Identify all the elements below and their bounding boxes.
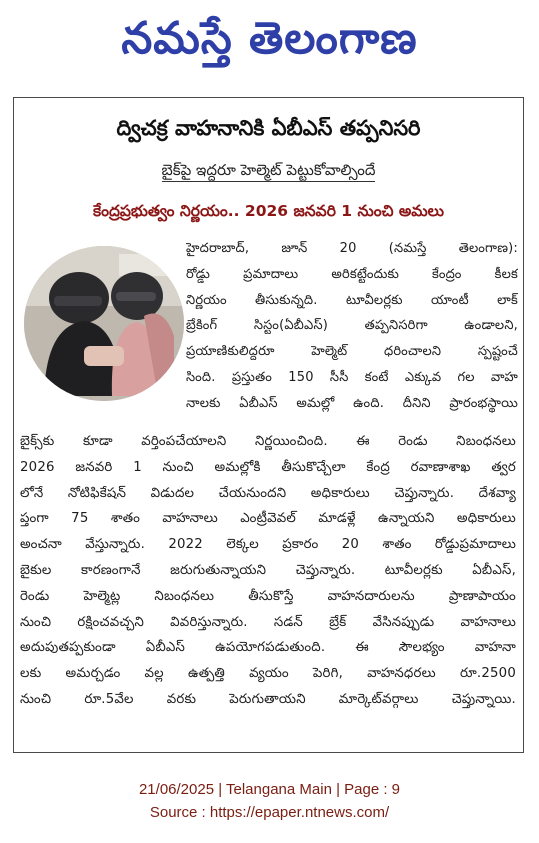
article-deck: కేంద్రప్రభుత్వం నిర్ణయం.. 2026 జనవరి 1 నుంచి అమలు	[93, 202, 444, 220]
body-line: ప్రయాణికులిద్దరూ హెల్మెట్ ధరించాలని స్పష్టంచే	[186, 344, 518, 360]
body-line: లోనే నోటిఫికేషన్ విడుదల చేయనుందని అధికారులు చెప్తున్నారు. దేశవ్యా	[20, 485, 516, 501]
body-line: బైక్స్‌కు కూడా వర్తింపచేయాలని నిర్ణయించింది. ఈ రెండు నిబంధనలు	[20, 434, 516, 449]
source-link[interactable]: Source : https://epaper.ntnews.com/	[149, 804, 390, 821]
body-line: నుంచి రూ.5వేల వరకు పెరుగుతాయని మార్కెట్‌వర్గాలు చెప్తున్నాయి.	[20, 691, 516, 707]
body-line: నాలకు ఏబీఎస్ అమల్లో ఉంది. దీనిని ప్రారంభస్థాయి	[186, 395, 518, 411]
article-body-full	[20, 429, 516, 713]
body-line: రెండు హెల్మెట్ల నిబంధనలు తీసుకొస్తే వాహనదారులను ప్రాణాపాయం	[20, 588, 516, 604]
article-subhead-text: బైక్‌పై ఇద్దరూ హెల్మెట్ పెట్టుకోవాల్సిందే	[162, 161, 376, 182]
article-photo	[24, 246, 184, 401]
publication-date-line: 21/06/2025 | Telangana Main | Page : 9	[138, 781, 401, 798]
clipping-footer	[0, 778, 539, 824]
body-line: నుంచి రక్షించవచ్చని వివరిస్తున్నారు. సడన్ బ్రేక్ వేసినప్పుడు వాహనాలు	[20, 614, 516, 630]
article-subhead	[14, 161, 523, 183]
body-line: బైకుల కారణంగానే జరుగుతున్నాయని చెప్తున్నారు. టూవీలర్లకు ఏబీఎస్,	[20, 562, 516, 578]
article-body-wrapped	[186, 236, 518, 417]
article-clipping	[13, 97, 524, 753]
body-line: నిర్ణయం తీసుకున్నది. టూవీలర్లకు యాంటీ లాక్	[186, 292, 518, 308]
body-line: రోడ్డు ప్రమాదాలు అరికట్టేందుకు కేంద్రం కీలక	[186, 266, 518, 282]
body-line: అదుపుతప్పకుండా ఏబీఎస్ ఉపయోగపడుతుంది. ఈ సౌలభ్యం వాహనా	[20, 640, 516, 656]
body-line: సింది. ప్రస్తుతం 150 సీసీ కంటే ఎక్కువ గల వాహ	[186, 369, 518, 385]
body-line: లకు అమర్చడం వల్ల ఉత్పత్తి వ్యయం పెరిగి, వాహనధరలు రూ.2500	[20, 666, 516, 682]
body-line: అంచనా వేస్తున్నారు. 2022 లెక్కల ప్రకారం 20 శాతం రోడ్డుప్రమాదాలు	[20, 537, 516, 553]
body-line: బ్రేకింగ్ సిస్టం(ఏబీఎస్) తప్పనిసరిగా ఉండాలని,	[186, 318, 518, 334]
helmet-riders-illustration	[24, 246, 184, 401]
article-headline: ద్విచక్ర వాహనానికి ఏబీఎస్ తప్పనిసరి	[116, 116, 421, 140]
body-line: హైదరాబాద్, జూన్ 20 (నమస్తే తెలంగాణ):	[186, 241, 518, 256]
body-line: ప్తంగా 75 శాతం వాహనాలు ఎంట్రీవెవల్ మాడళ్లే ఉన్నాయని అధికారులు	[20, 511, 516, 527]
body-line: 2026 జనవరి 1 నుంచి అమల్లోకి తీసుకొచ్చేలా కేంద్ర రవాణాశాఖ త్వర	[20, 459, 516, 475]
masthead-title: నమస్తే తెలంగాణ	[121, 13, 418, 64]
newspaper-masthead	[0, 0, 539, 78]
